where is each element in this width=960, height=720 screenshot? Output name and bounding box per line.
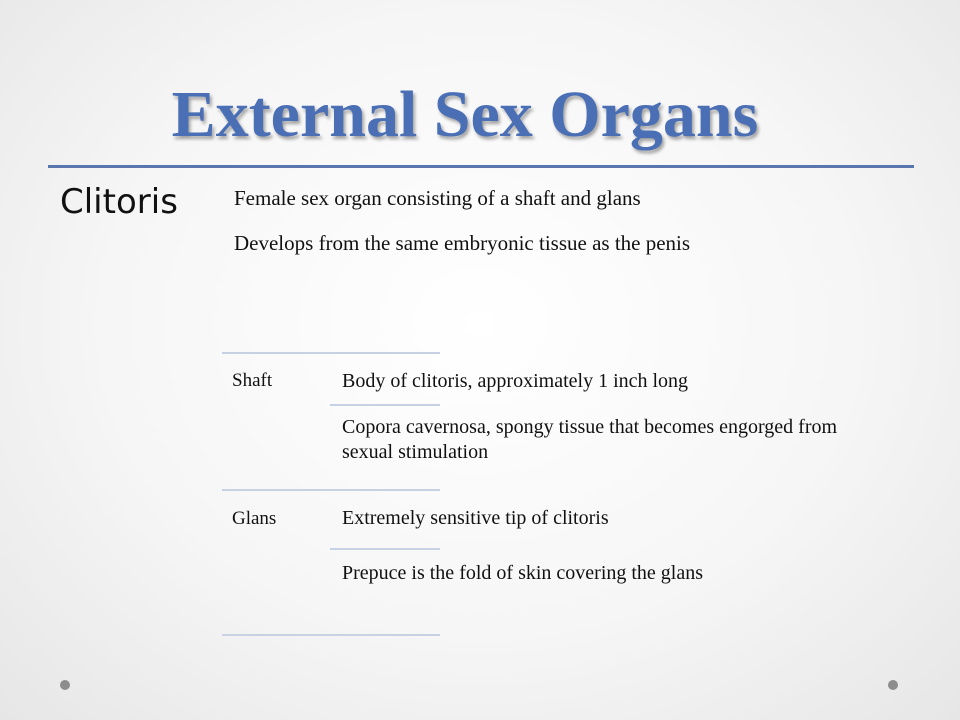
glans-point-1: Extremely sensitive tip of clitoris — [342, 507, 609, 529]
decorative-dot-right — [888, 680, 898, 690]
divider-bottom — [222, 634, 440, 636]
decorative-dot-left — [60, 680, 70, 690]
divider-shaft-points — [330, 404, 440, 406]
shaft-point-1: Body of clitoris, approximately 1 inch long — [342, 370, 689, 392]
part-label-shaft: Shaft — [232, 370, 273, 391]
title-underline — [48, 165, 914, 168]
slide-title: External Sex Organs — [171, 78, 759, 151]
divider-glans-points — [330, 548, 440, 550]
part-label-glans: Glans — [232, 508, 277, 529]
term-heading: Clitoris — [60, 182, 178, 222]
divider-top — [222, 352, 440, 354]
divider-middle — [222, 489, 440, 491]
shaft-point-2: Copora cavernosa, spongy tissue that becomes engorged from sexual stimulation — [342, 416, 838, 463]
glans-point-2: Prepuce is the fold of skin covering the glans — [342, 562, 704, 584]
term-description-2: Develops from the same embryonic tissue as the penis — [234, 231, 691, 255]
term-description-1: Female sex organ consisting of a shaft and glans — [234, 186, 641, 210]
